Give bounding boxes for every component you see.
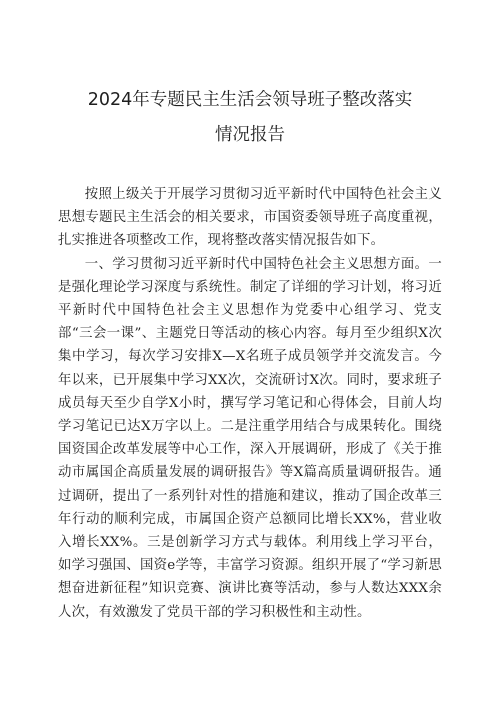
document-title-line-2: 情况报告 xyxy=(215,125,285,145)
document-body xyxy=(58,183,442,624)
paragraph-section-1: 一、学习贯彻习近平新时代中国特色社会主义思想方面。一是强化理论学习深度与系统性。制定了详细的学习计划，将习近平新时代中国特色社会主义思想作为党委中心组学习、党支部“三会一课”、主题党日等活动的核心内容。每月至少组织X次集中学习，每次学习安排X—X名班子成员领学并交流发言。今年以来，已开展集中学习XX次，交流研讨X次。同时，要求班子成员每天至少自学X小时，撰写学习笔记和心得体会，目前人均学习笔记已达X万字以上。二是注重学用结合与成果转化。围绕国资国企改革发展等中心工作，深入开展调研，形成了《关于推动市属国企高质量发展的调研报告》等X篇高质量调研报告。通过调研，提出了一系列针对性的措施和建议，推动了国企改革三年行动的顺利完成，市属国企资产总额同比增长XX%，营业收入增长XX%。三是创新学习方式与载体。利用线上学习平台，如学习强国、国资e学等，丰富学习资源。组织开展了“学习新思想奋进新征程”知识竞赛、演讲比赛等活动，参与人数达XXX余人次，有效激发了党员干部的学习积极性和主动性。 xyxy=(58,256,442,620)
document-title-line-1: 2024年专题民主生活会领导班子整改落实 xyxy=(87,90,413,110)
paragraph-intro: 按照上级关于开展学习贯彻习近平新时代中国特色社会主义思想专题民主生活会的相关要求，市国资委领导班子高度重视，扎实推进各项整改工作，现将整改落实情况报告如下。 xyxy=(58,187,442,249)
